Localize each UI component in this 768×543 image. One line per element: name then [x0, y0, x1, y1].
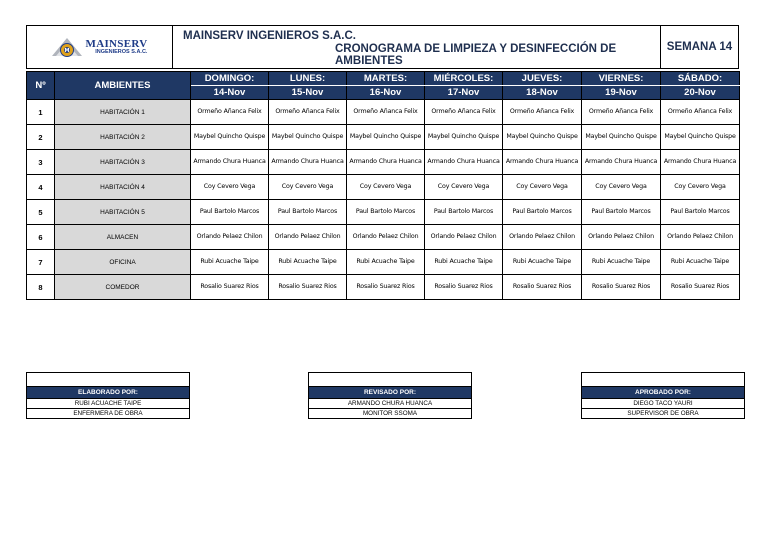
- signer-role: MONITOR SSOMA: [309, 408, 471, 418]
- table-row: [27, 250, 740, 275]
- assignee-cell: Rubi Acuache Taipe: [425, 250, 503, 275]
- assignee-cell: Orlando Pelaez Chilon: [661, 225, 740, 250]
- company-logo: [52, 36, 148, 58]
- document-header: [26, 25, 739, 69]
- row-number: 1: [27, 100, 55, 125]
- assignee-cell: Armando Chura Huanca: [425, 150, 503, 175]
- assignee-cell: Ormeño Añanca Felix: [269, 100, 347, 125]
- col-header-day: MIÉRCOLES:: [425, 72, 503, 86]
- signature-box-revisado: [308, 372, 472, 419]
- assignee-cell: Rosalio Suarez Rios: [503, 275, 582, 300]
- signer-role: ENFERMERA DE OBRA: [27, 408, 189, 418]
- signature-box-elaborado: [26, 372, 190, 419]
- title-cell: [173, 26, 661, 68]
- col-header-date: 16-Nov: [347, 86, 425, 100]
- col-header-day: LUNES:: [269, 72, 347, 86]
- col-header-day: SÁBADO:: [661, 72, 740, 86]
- assignee-cell: Orlando Pelaez Chilon: [425, 225, 503, 250]
- assignee-cell: Ormeño Añanca Felix: [425, 100, 503, 125]
- assignee-cell: Armando Chura Huanca: [269, 150, 347, 175]
- assignee-cell: Paul Bartolo Marcos: [347, 200, 425, 225]
- col-header-date: 19-Nov: [582, 86, 661, 100]
- row-number: 2: [27, 125, 55, 150]
- col-header-ambientes: AMBIENTES: [55, 72, 191, 100]
- assignee-cell: Rosalio Suarez Rios: [582, 275, 661, 300]
- assignee-cell: Rubi Acuache Taipe: [347, 250, 425, 275]
- schedule-sheet: [26, 25, 739, 300]
- assignee-cell: Paul Bartolo Marcos: [425, 200, 503, 225]
- col-header-date: 14-Nov: [191, 86, 269, 100]
- signer-name: DIEGO TACO YAURI: [633, 400, 693, 407]
- assignee-cell: Armando Chura Huanca: [503, 150, 582, 175]
- assignee-cell: Ormeño Añanca Felix: [661, 100, 740, 125]
- row-number: 3: [27, 150, 55, 175]
- assignee-cell: Orlando Pelaez Chilon: [347, 225, 425, 250]
- week-label: SEMANA 14: [666, 41, 733, 53]
- assignee-cell: Rubi Acuache Taipe: [661, 250, 740, 275]
- assignee-cell: Coy Cevero Vega: [425, 175, 503, 200]
- assignee-cell: Rubi Acuache Taipe: [191, 250, 269, 275]
- signature-label: ELABORADO POR:: [27, 387, 189, 399]
- signature-space: [27, 373, 189, 387]
- assignee-cell: Armando Chura Huanca: [582, 150, 661, 175]
- row-number: 8: [27, 275, 55, 300]
- table-row: [27, 150, 740, 175]
- company-name: MAINSERV INGENIEROS S.A.C.: [183, 30, 356, 42]
- assignee-cell: Rosalio Suarez Rios: [269, 275, 347, 300]
- signature-label: APROBADO POR:: [582, 387, 744, 399]
- assignee-cell: Maybel Quincho Quispe: [269, 125, 347, 150]
- document-title: CRONOGRAMA DE LIMPIEZA Y DESINFECCIÓN DE AMBIENTES: [335, 43, 617, 67]
- assignee-cell: Coy Cevero Vega: [503, 175, 582, 200]
- header-row-days: [27, 72, 740, 86]
- assignee-cell: Orlando Pelaez Chilon: [582, 225, 661, 250]
- logo-cell: [27, 26, 173, 68]
- signature-space: [582, 373, 744, 387]
- signer-name: ARMANDO CHURA HUANCA: [347, 400, 433, 407]
- assignee-cell: Paul Bartolo Marcos: [582, 200, 661, 225]
- assignee-cell: Rubi Acuache Taipe: [269, 250, 347, 275]
- ambiente-name: HABITACIÓN 1: [55, 100, 191, 125]
- gear-logo-icon: [52, 36, 82, 58]
- ambiente-name: HABITACIÓN 5: [55, 200, 191, 225]
- assignee-cell: Rosalio Suarez Rios: [661, 275, 740, 300]
- table-row: [27, 175, 740, 200]
- signer-role: SUPERVISOR DE OBRA: [582, 408, 744, 418]
- assignee-cell: Coy Cevero Vega: [582, 175, 661, 200]
- assignee-cell: Coy Cevero Vega: [661, 175, 740, 200]
- col-header-date: 18-Nov: [503, 86, 582, 100]
- ambiente-name: COMEDOR: [55, 275, 191, 300]
- signature-label: REVISADO POR:: [309, 387, 471, 399]
- assignee-cell: Coy Cevero Vega: [191, 175, 269, 200]
- assignee-cell: Maybel Quincho Quispe: [347, 125, 425, 150]
- assignee-cell: Armando Chura Huanca: [661, 150, 740, 175]
- assignee-cell: Rubi Acuache Taipe: [503, 250, 582, 275]
- assignee-cell: Ormeño Añanca Felix: [582, 100, 661, 125]
- logo-subtitle: INGENIEROS S.A.C.: [95, 48, 148, 55]
- col-header-num: Nº: [27, 72, 55, 100]
- logo-wordmark: MAINSERV: [85, 37, 148, 50]
- assignee-cell: Paul Bartolo Marcos: [503, 200, 582, 225]
- col-header-day: JUEVES:: [503, 72, 582, 86]
- table-row: [27, 125, 740, 150]
- row-number: 6: [27, 225, 55, 250]
- assignee-cell: Orlando Pelaez Chilon: [503, 225, 582, 250]
- row-number: 5: [27, 200, 55, 225]
- assignee-cell: Maybel Quincho Quispe: [661, 125, 740, 150]
- row-number: 7: [27, 250, 55, 275]
- assignee-cell: Maybel Quincho Quispe: [582, 125, 661, 150]
- assignee-cell: Paul Bartolo Marcos: [269, 200, 347, 225]
- signature-box-aprobado: [581, 372, 745, 419]
- assignee-cell: Paul Bartolo Marcos: [191, 200, 269, 225]
- assignee-cell: Ormeño Añanca Felix: [503, 100, 582, 125]
- assignee-cell: Coy Cevero Vega: [347, 175, 425, 200]
- assignee-cell: Paul Bartolo Marcos: [661, 200, 740, 225]
- assignee-cell: Rubi Acuache Taipe: [582, 250, 661, 275]
- col-header-date: 20-Nov: [661, 86, 740, 100]
- signature-space: [309, 373, 471, 387]
- table-row: [27, 275, 740, 300]
- assignee-cell: Coy Cevero Vega: [269, 175, 347, 200]
- ambiente-name: HABITACIÓN 3: [55, 150, 191, 175]
- row-number: 4: [27, 175, 55, 200]
- col-header-day: DOMINGO:: [191, 72, 269, 86]
- table-row: [27, 200, 740, 225]
- assignee-cell: Maybel Quincho Quispe: [425, 125, 503, 150]
- ambiente-name: HABITACIÓN 2: [55, 125, 191, 150]
- table-row: [27, 100, 740, 125]
- assignee-cell: Orlando Pelaez Chilon: [191, 225, 269, 250]
- assignee-cell: Maybel Quincho Quispe: [191, 125, 269, 150]
- svg-text:M: M: [64, 48, 70, 54]
- col-header-day: VIERNES:: [582, 72, 661, 86]
- ambiente-name: ALMACEN: [55, 225, 191, 250]
- assignee-cell: Rosalio Suarez Rios: [425, 275, 503, 300]
- assignee-cell: Rosalio Suarez Rios: [347, 275, 425, 300]
- table-row: [27, 225, 740, 250]
- assignee-cell: Orlando Pelaez Chilon: [269, 225, 347, 250]
- ambiente-name: HABITACIÓN 4: [55, 175, 191, 200]
- schedule-table: [26, 71, 740, 300]
- assignee-cell: Ormeño Añanca Felix: [347, 100, 425, 125]
- assignee-cell: Maybel Quincho Quispe: [503, 125, 582, 150]
- col-header-date: 15-Nov: [269, 86, 347, 100]
- signer-name: RUBI ACUACHE TAIPE: [74, 400, 142, 407]
- assignee-cell: Armando Chura Huanca: [191, 150, 269, 175]
- col-header-day: MARTES:: [347, 72, 425, 86]
- ambiente-name: OFICINA: [55, 250, 191, 275]
- assignee-cell: Ormeño Añanca Felix: [191, 100, 269, 125]
- assignee-cell: Rosalio Suarez Rios: [191, 275, 269, 300]
- assignee-cell: Armando Chura Huanca: [347, 150, 425, 175]
- col-header-date: 17-Nov: [425, 86, 503, 100]
